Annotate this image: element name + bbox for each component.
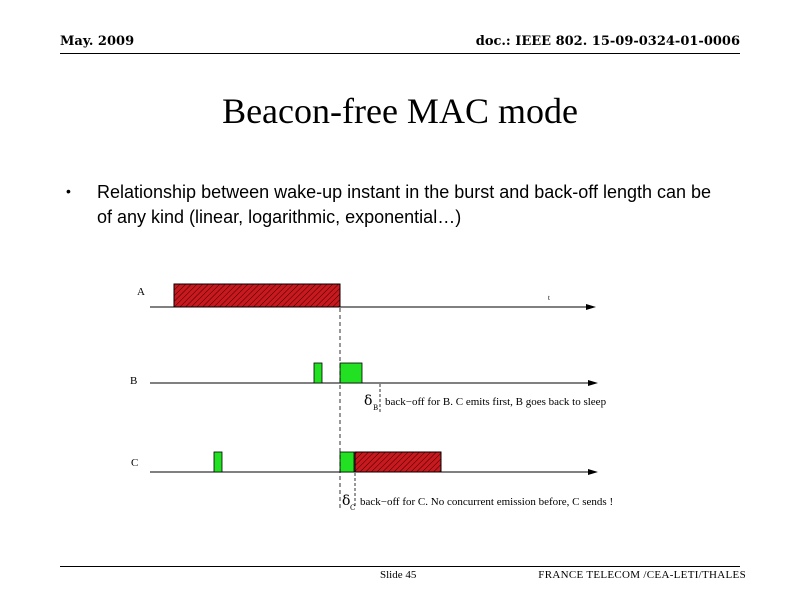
row-c-note: back−off for C. No concurrent emission before, C sends ! <box>360 496 614 508</box>
delta-b-symbol: δ <box>364 393 373 409</box>
row-a-burst <box>174 284 340 307</box>
row-b-label: B <box>130 375 138 387</box>
row-c-label: C <box>131 457 139 469</box>
row-c-burst <box>355 452 441 472</box>
row-c-wakeup-2 <box>340 452 354 472</box>
row-a-label: A <box>137 286 145 298</box>
row-c-arrowhead <box>588 469 598 475</box>
row-b-arrowhead <box>588 380 598 386</box>
bullet-text: Relationship between wake-up instant in the burst and back-off length can be of any kind (linear, logarithmic, exponential…) <box>97 182 712 227</box>
bullet-marker: • <box>66 183 71 199</box>
header-date: May. 2009 <box>60 34 135 49</box>
delta-b-subscript: B <box>373 404 379 412</box>
slide-title: Beacon-free MAC mode <box>222 91 578 131</box>
footer-divider <box>60 566 740 567</box>
row-b-wakeup-2 <box>340 363 362 383</box>
row-b-note: back−off for B. C emits first, B goes back to sleep <box>385 396 607 408</box>
time-label: t <box>548 294 550 302</box>
footer-slide-number: Slide 45 <box>380 569 417 581</box>
row-b-wakeup-1 <box>314 363 322 383</box>
header-doc-id: doc.: IEEE 802. 15-09-0324-01-0006 <box>475 34 740 49</box>
footer-organization: FRANCE TELECOM /CEA-LETI/THALES <box>538 569 746 581</box>
row-c-wakeup-1 <box>214 452 222 472</box>
delta-c-symbol: δ <box>342 493 351 509</box>
row-a-arrowhead <box>586 304 596 310</box>
delta-c-subscript: C <box>350 504 356 512</box>
